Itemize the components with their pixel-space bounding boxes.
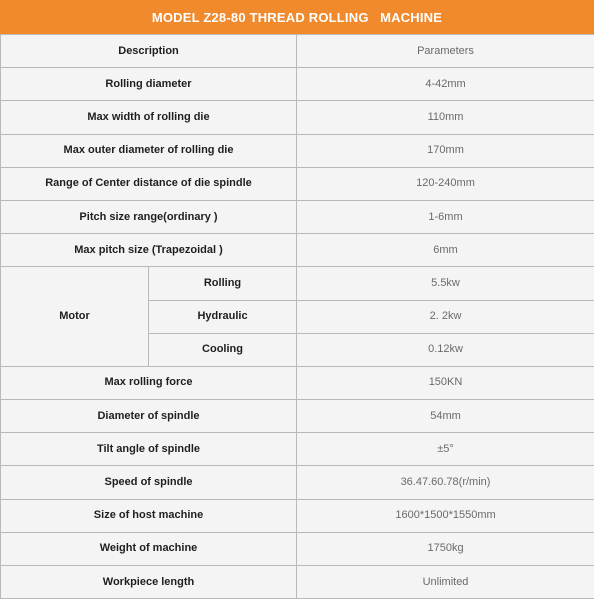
row-value: 120-240mm (297, 167, 594, 200)
row-label: Max pitch size (Trapezoidal ) (1, 234, 297, 267)
row-label: Max rolling force (1, 366, 297, 399)
table-row (1, 134, 594, 167)
row-label: Range of Center distance of die spindle (1, 167, 297, 200)
header-parameters: Parameters (297, 35, 594, 68)
row-value: Unlimited (297, 566, 594, 599)
row-value: 150KN (297, 366, 594, 399)
row-label: Max outer diameter of rolling die (1, 134, 297, 167)
table-title: MODEL Z28-80 THREAD ROLLING MACHINE (0, 0, 594, 34)
table-row (1, 433, 594, 466)
motor-sub-value: 2. 2kw (297, 300, 594, 333)
table-row (1, 366, 594, 399)
spec-table (0, 34, 594, 599)
row-label: Pitch size range(ordinary ) (1, 200, 297, 233)
row-value: 1-6mm (297, 200, 594, 233)
table-row (1, 167, 594, 200)
row-value: 1750kg (297, 532, 594, 565)
table-row-motor (1, 267, 594, 300)
table-row (1, 466, 594, 499)
table-row (1, 499, 594, 532)
table-row (1, 234, 594, 267)
table-row (1, 68, 594, 101)
table-row (1, 566, 594, 599)
row-label: Diameter of spindle (1, 400, 297, 433)
motor-sub-label: Hydraulic (149, 300, 297, 333)
motor-sub-label: Cooling (149, 333, 297, 366)
row-label: Max width of rolling die (1, 101, 297, 134)
row-label: Speed of spindle (1, 466, 297, 499)
row-value: 36.47.60.78(r/min) (297, 466, 594, 499)
row-value: 54mm (297, 400, 594, 433)
motor-sub-value: 5.5kw (297, 267, 594, 300)
row-label: Size of host machine (1, 499, 297, 532)
row-label: Workpiece length (1, 566, 297, 599)
table-row (1, 200, 594, 233)
table-row (1, 532, 594, 565)
motor-sub-label: Rolling (149, 267, 297, 300)
motor-label: Motor (1, 267, 149, 367)
row-label: Rolling diameter (1, 68, 297, 101)
row-value: 170mm (297, 134, 594, 167)
row-value: 4-42mm (297, 68, 594, 101)
row-value: 6mm (297, 234, 594, 267)
header-description: Description (1, 35, 297, 68)
row-label: Tilt angle of spindle (1, 433, 297, 466)
table-row (1, 400, 594, 433)
table-row (1, 101, 594, 134)
motor-sub-value: 0.12kw (297, 333, 594, 366)
row-value: 1600*1500*1550mm (297, 499, 594, 532)
header-row (1, 35, 594, 68)
row-label: Weight of machine (1, 532, 297, 565)
row-value: 110mm (297, 101, 594, 134)
row-value: ±5° (297, 433, 594, 466)
